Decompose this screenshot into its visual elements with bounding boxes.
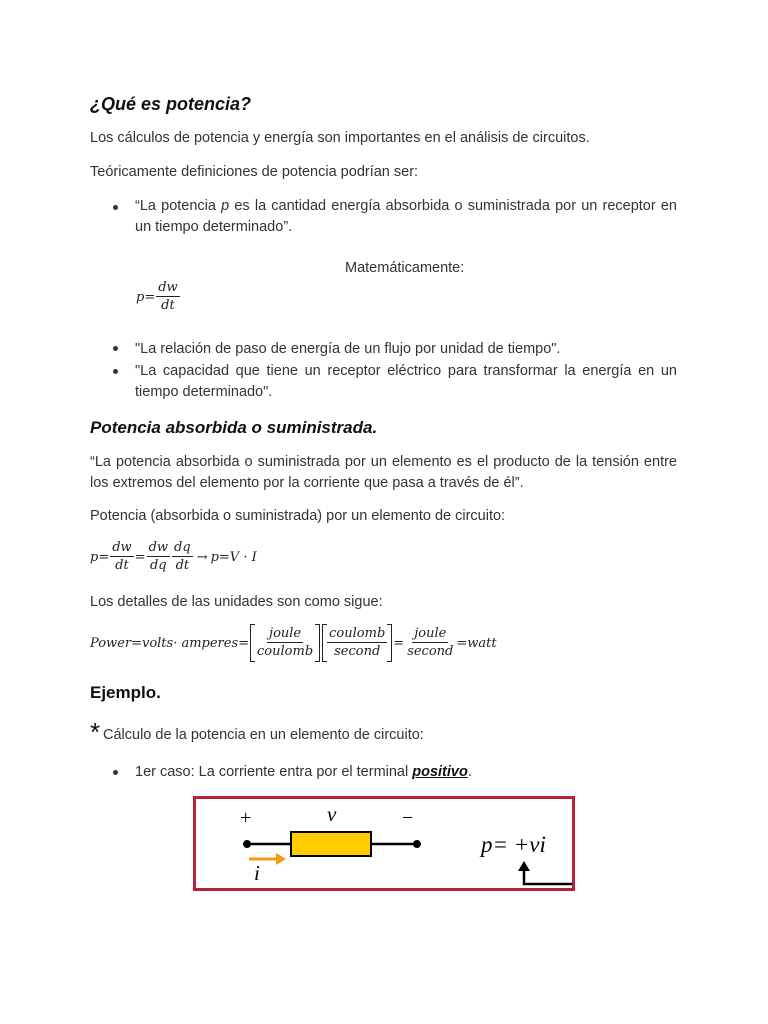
- heading-potencia-absorbida: Potencia absorbida o suministrada.: [90, 418, 378, 437]
- power-equation: p= +vi: [481, 832, 546, 857]
- bullet-dot: [113, 770, 118, 775]
- bullet-definition-2: "La relación de paso de energía de un flujo por unidad de tiempo".: [135, 341, 561, 357]
- bullet-dot: [113, 369, 118, 374]
- heading-ejemplo: Ejemplo.: [90, 683, 161, 702]
- bullet-definition-3: "La capacidad que tiene un receptor eléctrico para transformar la energía en un tiempo determinado".: [135, 363, 677, 400]
- formula-power-chain: p= $\frac{dw}{dt}$ = $\frac{dw}{dq}$ $\frac{dq}{dt}$ → p=V · I: [90, 540, 257, 573]
- asterisk-mark: *: [90, 717, 101, 747]
- current-arrow-head: [276, 853, 286, 865]
- pointer-line: [524, 869, 572, 884]
- pointer-arrow-head: [518, 861, 530, 871]
- terminal-negative: [413, 840, 421, 848]
- paragraph-potencia-elemento: Potencia (absorbida o suministrada) por un elemento de circuito:: [90, 508, 506, 524]
- paragraph-definitions: Teóricamente definiciones de potencia podrían ser:: [90, 164, 419, 180]
- heading-que-es-potencia: ¿Qué es potencia?: [90, 94, 252, 114]
- bullet-dot: [113, 205, 118, 210]
- current-label: i: [254, 861, 260, 885]
- label-matematicamente: Matemáticamente:: [345, 260, 465, 276]
- paragraph-potencia-absorbida: “La potencia absorbida o suministrada por un elemento es el producto de la tensión entre los extremos del elemento por la corriente que pasa a través de él”.: [90, 454, 677, 491]
- circuit-figure: [193, 796, 575, 891]
- paragraph-intro: Los cálculos de potencia y energía son importantes en el análisis de circuitos.: [90, 130, 590, 146]
- terminal-positive: [243, 840, 251, 848]
- bullet-dot: [113, 346, 118, 351]
- bullet-caso-1: 1er caso: La corriente entra por el terminal positivo.: [135, 764, 472, 780]
- formula-units: Power=volts· amperes= $\frac{\text{joule}}{\text{coulomb}}$ $\frac{\text{coulomb}}{\text{second}}$ = $\frac{\text{joule}}{\text{second}}$ =watt: [90, 624, 497, 662]
- bullet-definition-1: “La potencia p es la cantidad energía absorbida o suministrada por un receptor en un tiempo determinado”.: [135, 198, 677, 235]
- paragraph-calculo: Cálculo de la potencia en un elemento de circuito:: [103, 727, 424, 743]
- resistor-element: [291, 832, 371, 856]
- minus-sign: −: [402, 807, 414, 829]
- formula-p-dw-dt: p= $\frac{dw}{dt}$: [136, 280, 178, 313]
- paragraph-unidades: Los detalles de las unidades son como sigue:: [90, 594, 383, 610]
- voltage-label: v: [327, 802, 337, 826]
- plus-sign: +: [240, 807, 252, 829]
